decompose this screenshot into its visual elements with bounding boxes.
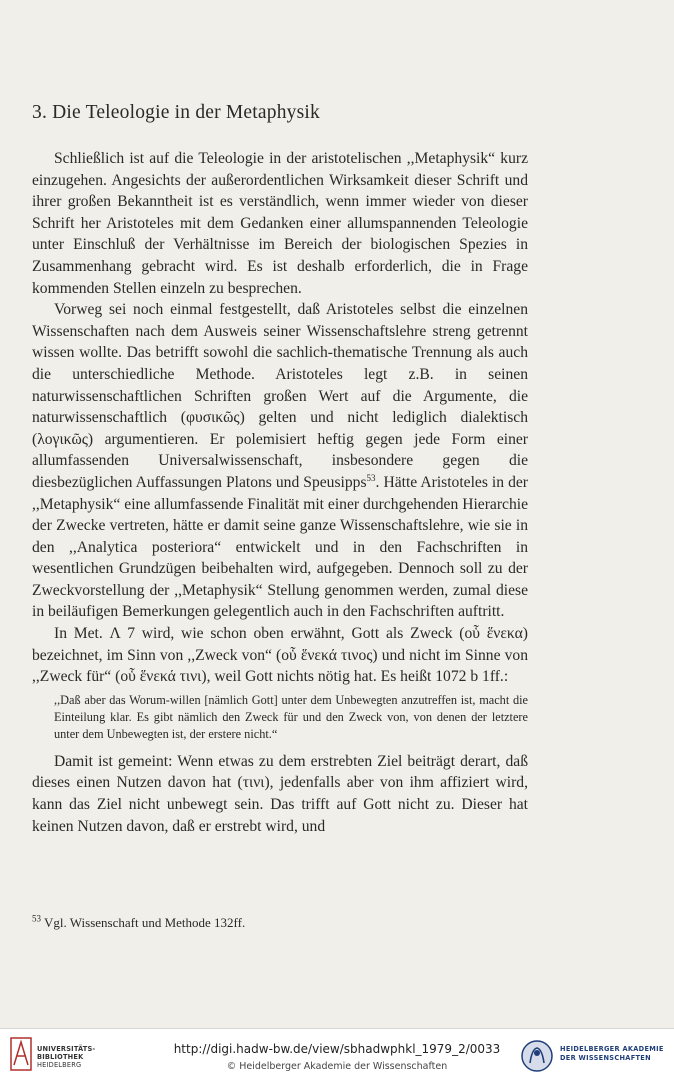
permalink-url[interactable]: http://digi.hadw-bw.de/view/sbhadwphkl_1979_2/0033: [173, 1042, 501, 1056]
academy-line-1: HEIDELBERGER AKADEMIE: [560, 1045, 664, 1053]
paragraph-2: [32, 299, 528, 623]
footnote-reference[interactable]: 53: [366, 472, 376, 483]
academy-line-2: DER WISSENSCHAFTEN: [560, 1054, 651, 1062]
body-text: [32, 148, 528, 837]
footnote-number: 53: [32, 913, 41, 924]
university-line-2: BIBLIOTHEK: [37, 1053, 84, 1061]
paragraph-4: Damit ist gemeint: Wenn etwas zu dem erstrebten Ziel beiträgt derart, daß dieses einen Nutzen davon hat (τινι), jedenfalls aber von ihm affiziert wird, kann das Ziel nicht unbewegt sein. Das trifft auf Gott nicht zu. Dieser hat keinen Nutzen davon, daß er erstrebt wird, und: [32, 752, 528, 835]
academy-emblem-icon: [520, 1039, 554, 1073]
paragraph-2-tail: . Hätte Aristoteles in der ,,Metaphysik“ eine allumfassende Finalität mit einer durchgehenden Hierarchie der Zwecke vertreten, hätte er damit seine ganze Wissenschaftslehre, wie sie in den ,,Analytica posteriora“ entwickelt und in den Fachschriften in wesentlichen Grundzügen beibehalten wird, aufgegeben. Dennoch soll zu der Zweckvorstellung der ,,Metaphysik“ Stellung genommen werden, zumal diese in beiläufigen Bemerkungen gelegentlich auch in den Fachschriften auftritt.: [32, 473, 528, 621]
paragraph-3: In Met. Λ 7 wird, wie schon oben erwähnt, Gott als Zweck (οὗ ἕνεκα) bezeichnet, im Sinn von ,,Zweck von“ (οὗ ἕνεκά τινος) und nicht im Sinne von ,,Zweck für“ (οὗ ἕνεκά τινι), weil Gott nichts nötig hat. Es heißt 1072 b 1ff.:: [32, 625, 528, 686]
copyright-notice: © Heidelberger Akademie der Wissenschaften: [226, 1061, 448, 1072]
paragraph-1: Schließlich ist auf die Teleologie in der aristotelischen ,,Metaphysik“ kurz einzugehen. Angesichts der außerordentlichen Wirksamkeit dieser Schrift und ihrer großen Bekanntheit ist es verständlich, wenn immer wieder von dieser Schrift her Aristoteles mit dem Gedanken einer allumspannenden Teleologie unter Einschluß der Verhältnisse im Bereich der biologischen Spezies in Zusammenhang gebracht wird. Es ist deshalb erforderlich, die in Frage kommenden Stellen einzeln zu besprechen.: [32, 150, 528, 297]
footnote: [32, 914, 528, 931]
university-line-3: HEIDELBERG: [37, 1061, 82, 1069]
academy-name: [560, 1045, 664, 1063]
block-quote: ,,Daß aber das Worum-willen [nämlich Gott] unter dem Unbewegten anzutreffen ist, macht die Einteilung klar. Es gibt nämlich den Zweck für und den Zweck von, von denen der letztere unter dem Unbewegten ist, der erstere nicht.“: [54, 692, 528, 741]
viewer-footer: [0, 1028, 674, 1081]
section-heading: 3. Die Teleologie in der Metaphysik: [32, 102, 320, 123]
paragraph-2-main: Vorweg sei noch einmal festgestellt, daß Aristoteles selbst die einzelnen Wissenschaften nach dem Ausweis seiner Wissenschaftslehre streng getrennt wissen wollte. Das betrifft sowohl die sachlich-thematische Trennung als auch die unterschiedliche Methode. Aristoteles legt z.B. in seinen naturwissenschaftlichen Schriften großen Wert auf die Argumente, die naturwissenschaftlich (φυσικῶς) gelten und nicht lediglich dialektisch (λογικῶς) argumentieren. Er polemisiert heftig gegen jede Form einer allumfassenden Universalwissenschaft, insbesondere gegen die diesbezüglichen Auffassungen Platons und Speusipps: [32, 301, 528, 491]
university-line-1: UNIVERSITÄTS-: [37, 1045, 96, 1053]
footnote-text: Vgl. Wissenschaft und Methode 132ff.: [44, 915, 246, 930]
academy-logo[interactable]: [520, 1039, 670, 1075]
